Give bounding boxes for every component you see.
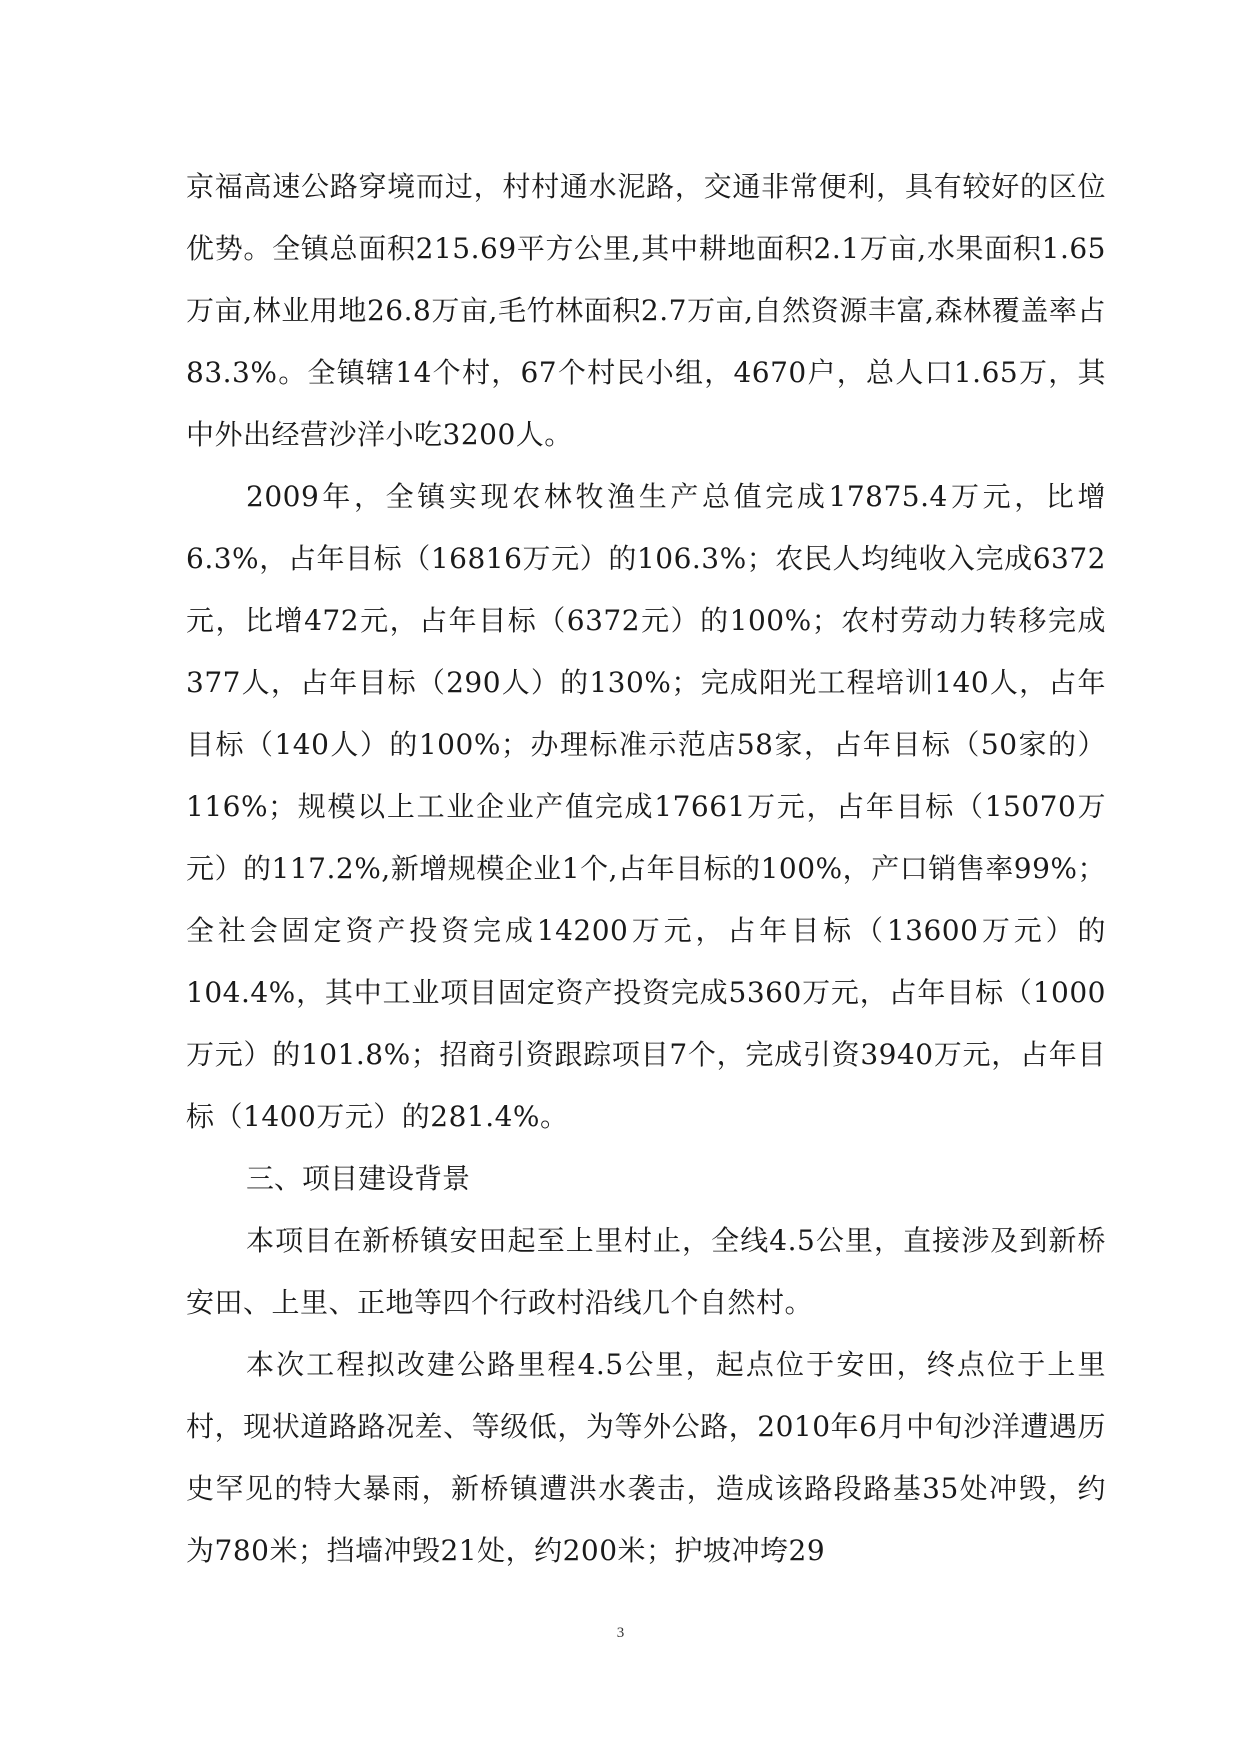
section-heading: 三、项目建设背景: [246, 1162, 471, 1195]
document-body: [186, 156, 1106, 1582]
paragraph-location-overview: 京福高速公路穿境而过，村村通水泥路，交通非常便利，具有较好的区位优势。全镇总面积215.69平方公里,其中耕地面积2.1万亩,水果面积1.65万亩,林业用地26.8万亩,毛竹林面积2.7万亩,自然资源丰富,森林覆盖率占83.3%。全镇辖14个村，67个村民小组，4670户，总人口1.65万，其中外出经营沙洋小吃3200人。: [186, 170, 1106, 451]
paragraph-project-damage: 本次工程拟改建公路里程4.5公里，起点位于安田，终点位于上里村，现状道路路况差、等级低，为等外公路，2010年6月中旬沙洋遭遇历史罕见的特大暴雨，新桥镇遭洪水袭击，造成该路段路基35处冲毁，约为780米；挡墙冲毁21处，约200米；护坡冲垮29: [186, 1348, 1106, 1567]
page-number: 3: [616, 1625, 625, 1641]
paragraph-2009-economic-stats: 2009年，全镇实现农林牧渔生产总值完成17875.4万元，比增6.3%，占年目标（16816万元）的106.3%；农民人均纯收入完成6372元，比增472元，占年目标（6372元）的100%；农村劳动力转移完成377人，占年目标（290人）的130%；完成阳光工程培训140人，占年目标（140人）的100%；办理标准示范店58家，占年目标（50家的）116%；规模以上工业企业产值完成17661万元，占年目标（15070万元）的117.2%,新增规模企业1个,占年目标的100%，产口销售率99%；全社会固定资产投资完成14200万元，占年目标（13600万元）的104.4%，其中工业项目固定资产投资完成5360万元，占年目标（1000万元）的101.8%；招商引资跟踪项目7个，完成引资3940万元，占年目标（1400万元）的281.4%。: [186, 480, 1106, 1133]
paragraph-project-scope: 本项目在新桥镇安田起至上里村止，全线4.5公里，直接涉及到新桥安田、上里、正地等四个行政村沿线几个自然村。: [186, 1224, 1106, 1319]
